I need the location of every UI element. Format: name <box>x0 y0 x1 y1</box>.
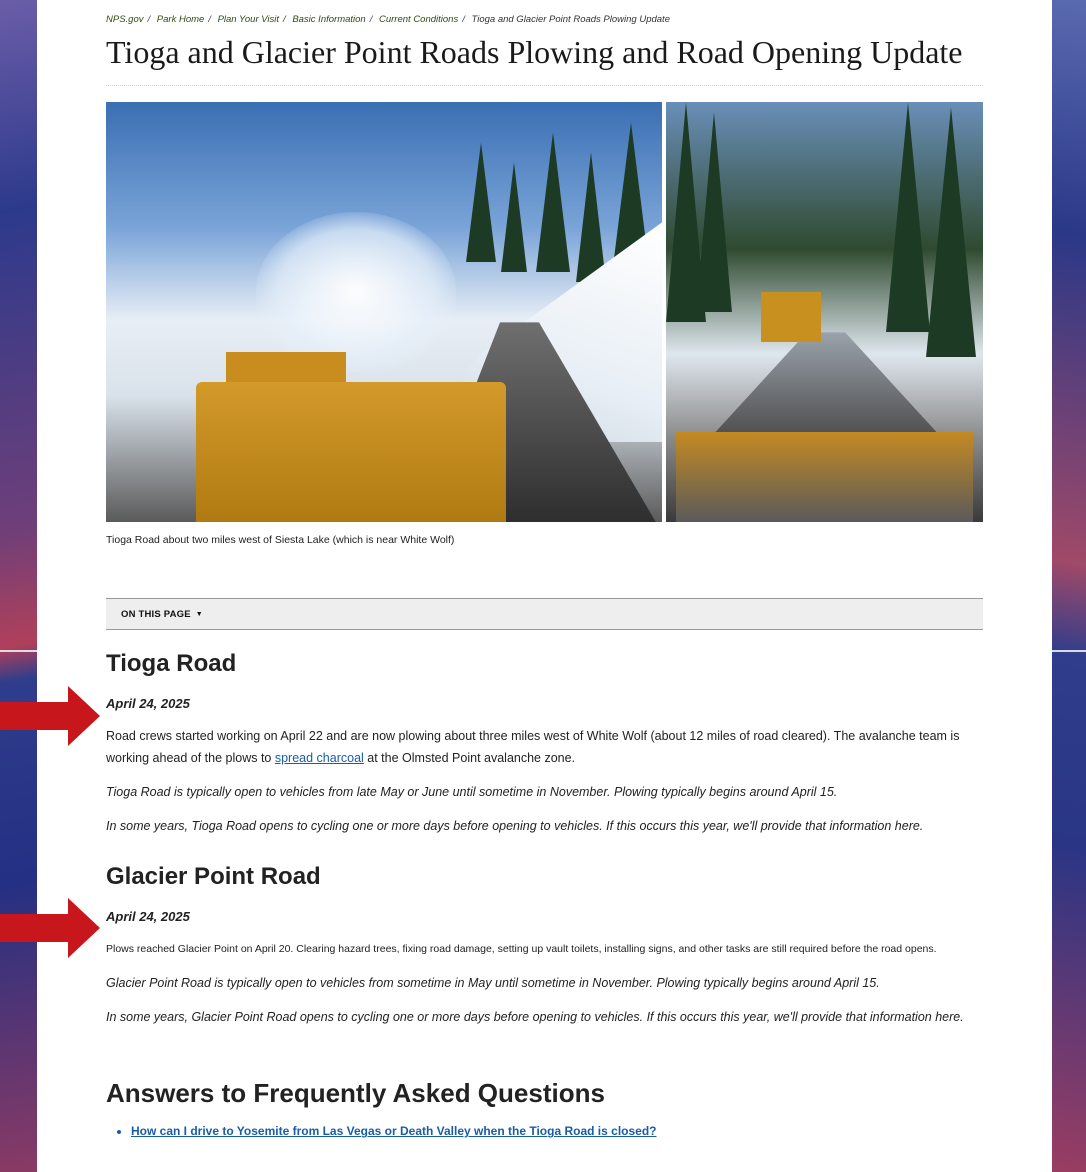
breadcrumb-current-page: Tioga and Glacier Point Roads Plowing Update <box>471 14 670 25</box>
tioga-update-text: Road crews started working on April 22 and are now plowing about three miles west of White Wolf (about 12 miles of road cleared). The avalanche team is working ahead of the plows to spread charcoal at the Olmsted Point avalanche zone. <box>106 729 960 766</box>
faq-heading: Answers to Frequently Asked Questions <box>106 1078 605 1109</box>
photo-caption: Tioga Road about two miles west of Siesta Lake (which is near White Wolf) <box>106 534 455 547</box>
glacier-cycling-note: In some years, Glacier Point Road opens to cycling one or more days before opening to vehicles. If this occurs this year, we'll provide that information here. <box>106 1010 964 1025</box>
hero-photo <box>106 102 983 522</box>
breadcrumb: NPS.gov / Park Home / Plan Your Visit / Basic Information / Current Conditions / Tioga and Glacier Point Roads Plowing Update <box>106 14 670 25</box>
section-heading-glacier-point-road: Glacier Point Road <box>106 863 321 891</box>
glacier-update-date: April 24, 2025 <box>106 909 190 925</box>
faq-link-las-vegas-death-valley[interactable]: How can I drive to Yosemite from Las Vegas or Death Valley when the Tioga Road is closed? <box>131 1124 657 1139</box>
breadcrumb-basic-information[interactable]: Basic Information <box>292 14 366 25</box>
tioga-typical-opening-note: Tioga Road is typically open to vehicles from late May or June until sometime in November. Plowing typically begins around April 15. <box>106 785 838 800</box>
breadcrumb-nps-gov[interactable]: NPS.gov <box>106 14 144 25</box>
section-heading-tioga-road: Tioga Road <box>106 650 237 678</box>
faq-list <box>106 1121 983 1141</box>
tioga-update-date: April 24, 2025 <box>106 696 190 712</box>
faq-item <box>131 1121 983 1141</box>
glacier-typical-opening-note: Glacier Point Road is typically open to vehicles from sometime in May until sometime in November. Plowing typically begins around April 15. <box>106 976 880 991</box>
spread-charcoal-link[interactable]: spread charcoal <box>274 751 364 766</box>
photo-plow-forest-road <box>666 102 983 522</box>
breadcrumb-plan-your-visit[interactable]: Plan Your Visit <box>217 14 280 25</box>
background-left <box>0 0 37 1172</box>
background-right <box>1052 0 1086 1172</box>
red-arrow-icon <box>0 686 100 746</box>
on-this-page-toggle[interactable] <box>106 598 983 630</box>
photo-plow-blowing-snow <box>106 102 662 522</box>
on-this-page-label: ON THIS PAGE <box>121 608 191 620</box>
tioga-cycling-note: In some years, Tioga Road opens to cycling one or more days before opening to vehicles. If this occurs this year, we'll provide that information here. <box>106 819 924 834</box>
caret-down-icon: ▼ <box>195 610 203 618</box>
glacier-update-text: Plows reached Glacier Point on April 20. Clearing hazard trees, fixing road damage, setting up vault toilets, installing signs, and other tasks are still required before the road opens. <box>106 943 937 956</box>
breadcrumb-current-conditions[interactable]: Current Conditions <box>379 14 459 25</box>
red-arrow-icon <box>0 898 100 958</box>
breadcrumb-park-home[interactable]: Park Home <box>156 14 205 25</box>
page-title: Tioga and Glacier Point Roads Plowing and Road Opening Update <box>106 33 983 86</box>
page-card <box>37 0 1052 1172</box>
main-content <box>106 0 983 1141</box>
